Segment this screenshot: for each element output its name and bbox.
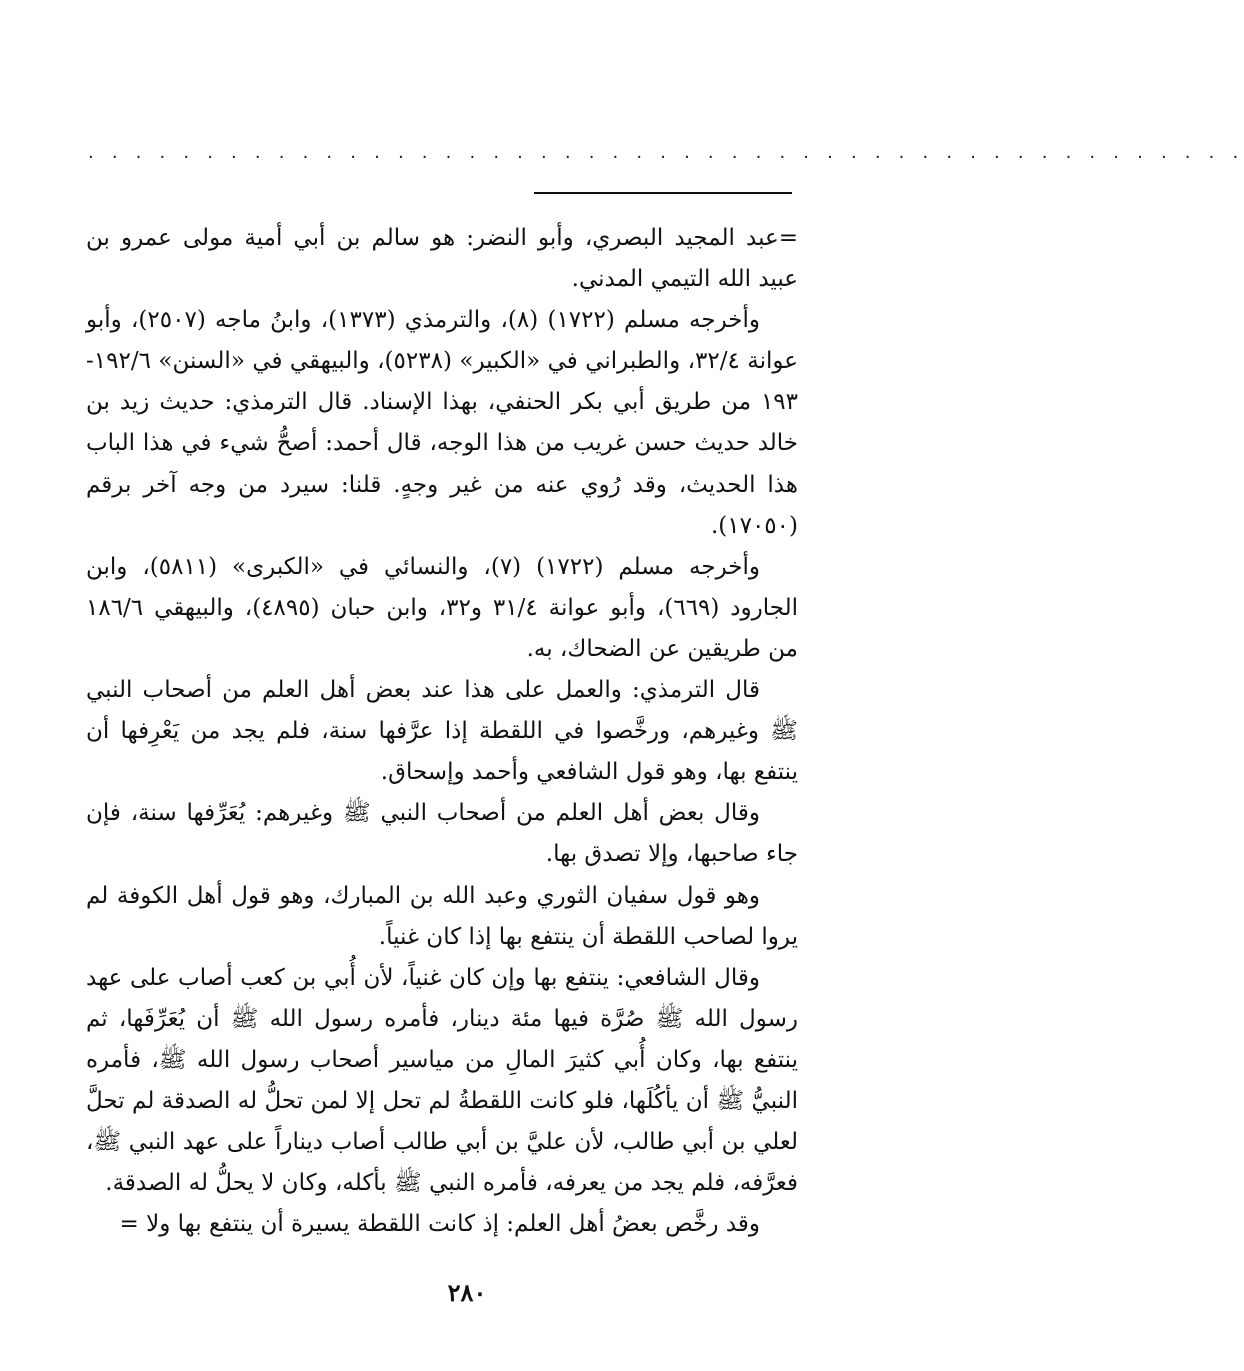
paragraph-4: قال الترمذي: والعمل على هذا عند بعض أهل العلم من أصحاب النبي ﷺ وغيرهم، ورخَّصوا في اللقطة إذا عرَّفها سنة، فلم يجد من يَعْرِفها أن ينتفع بها، وهو قول الشافعي وأحمد وإسحاق. [86, 677, 798, 786]
separator-dots: . . . . . . . . . . . . . . . . . . . . . . . . . . . . . . . . . . . . . . . . . . . . . . . . . [88, 142, 1244, 163]
paragraph-6: وهو قول سفيان الثوري وعبد الله بن المبارك، وهو قول أهل الكوفة لم يروا لصاحب اللقطة أن ينتفع بها إذا كان غنياً. [86, 882, 798, 950]
paragraph-2: وأخرجه مسلم (١٧٢٢) (٨)، والترمذي (١٣٧٣)، وابنُ ماجه (٢٥٠٧)، وأبو عوانة ٣٢/٤، والطبراني في «الكبير» (٥٢٣٨)، والبيهقي في «السنن» ١٩٢/٦- ١٩٣ من طريق أبي بكر الحنفي، بهذا الإسناد. قال الترمذي: حديث زيد بن خالد حديث حسن غريب من هذا الوجه، قال أحمد: أصحُّ شيء في هذا الباب هذا الحديث، وقد رُوي عنه من غير وجهٍ. قلنا: سيرد من وجه آخر برقم (١٧٠٥٠). [86, 307, 799, 539]
paragraph-3: وأخرجه مسلم (١٧٢٢) (٧)، والنسائي في «الكبرى» (٥٨١١)، وابن الجارود (٦٦٩)، وأبو عوانة ٣١/٤ و٣٢، وابن حبان (٤٨٩٥)، والبيهقي ١٨٦/٦ من طريقين عن الضحاك، به. [86, 553, 798, 662]
footnote-text [86, 218, 798, 1245]
paragraph-7: وقال الشافعي: ينتفع بها وإن كان غنياً، لأن أُبي بن كعب أصاب على عهد رسول الله ﷺ صُرَّة فيها مئة دينار، فأمره رسول الله ﷺ أن يُعَرِّفَها، ثم ينتفع بها، وكان أُبي كثيرَ المالِ من مياسير أصحاب رسول الله ﷺ، فأمره النبيُّ ﷺ أن يأكُلَها، فلو كانت اللقطةُ لم تحل إلا لمن تحلُّ له الصدقة لم تحلَّ لعلي بن أبي طالب، لأن عليَّ بن أبي طالب أصاب ديناراً على عهد النبي ﷺ، فعرَّفه، فلم يجد من يعرفه، فأمره النبي ﷺ بأكله، وكان لا يحلُّ له الصدقة. [86, 964, 798, 1197]
page-number: ٢٨٠ [447, 1278, 487, 1307]
paragraph-1: =عبد المجيد البصري، وأبو النضر: هو سالم بن أبي أمية مولى عمرو بن عبيد الله التيمي المدني. [86, 225, 798, 293]
paragraph-8: وقد رخَّص بعضُ أهل العلم: إذ كانت اللقطة يسيرة أن ينتفع بها ولا = [119, 1211, 760, 1238]
footnote-rule [534, 192, 792, 194]
paragraph-5: وقال بعض أهل العلم من أصحاب النبي ﷺ وغيرهم: يُعَرِّفها سنة، فإن جاء صاحبها، وإلا تصدق بها. [86, 800, 798, 868]
